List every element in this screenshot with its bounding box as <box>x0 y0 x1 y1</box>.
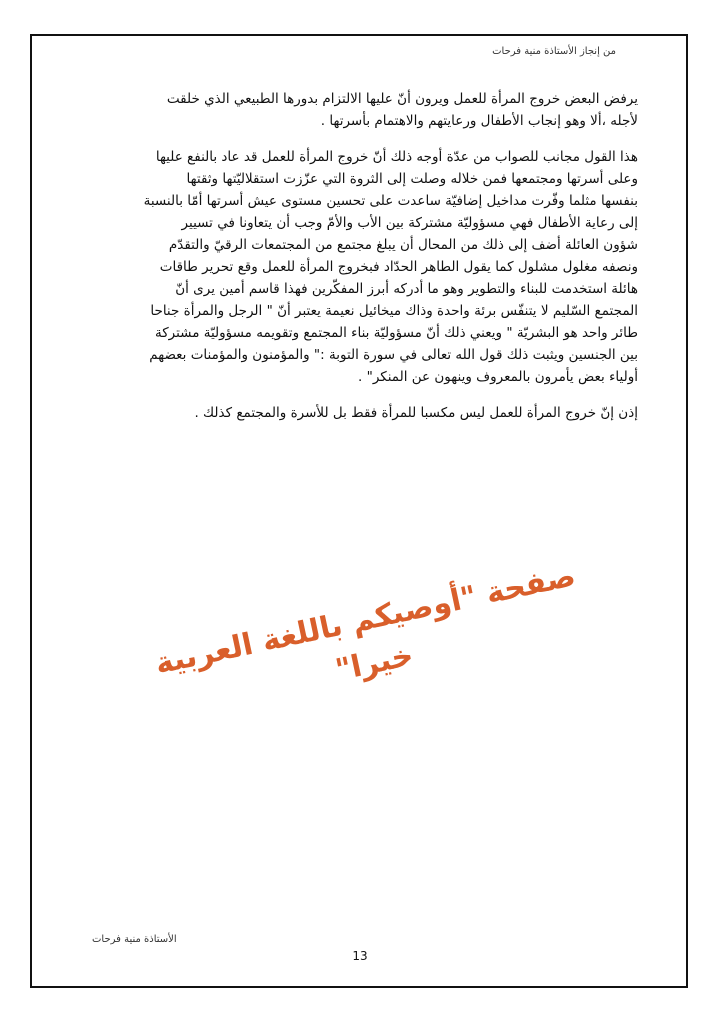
paragraph-body <box>94 146 638 388</box>
text-line: طائر واحد هو البشريّة " ويعني ذلك أنّ مسؤوليّة بناء المجتمع وتقويمه مسؤوليّة مشتركة <box>154 325 638 341</box>
paragraph-intro <box>94 88 638 132</box>
text-line: المجتمع السّليم لا يتنفّس برئة واحدة وذاك ميخائيل نعيمة يعتبر أنّ " الرجل والمرأة جناحا <box>150 303 638 319</box>
text-line: ونصفه مغلول مشلول كما يقول الطاهر الحدّاد فبخروج المرأة للعمل وقع تحرير طاقات <box>159 259 638 275</box>
paragraph-conclusion <box>94 402 638 424</box>
text-line: شؤون العائلة أضف إلى ذلك من المحال أن يبلغ مجتمع من المجتمعات الرقيّ والتقدّم <box>168 237 638 253</box>
text-line: هذا القول مجانب للصواب من عدّة أوجه ذلك أنّ خروج المرأة للعمل قد عاد بالنفع عليها <box>155 149 638 165</box>
page-number: 13 <box>352 949 368 963</box>
essay-body <box>94 88 638 438</box>
text-line: إلى رعاية الأطفال فهي مسؤوليّة مشتركة بين الأب والأمّ وجب أن يتعاونا في تسيير <box>181 215 638 231</box>
text-line: هائلة استخدمت للبناء والتطوير وهو ما أدركه أبرز المفكّرين فهذا قاسم أمين يرى أنّ <box>175 281 638 297</box>
text-line: يرفض البعض خروج المرأة للعمل ويرون أنّ عليها الالتزام بدورها الطبيعي الذي خلقت <box>166 91 638 107</box>
footer-author: الأستاذة منية فرحات <box>92 934 177 945</box>
text-line: بنفسها مثلما وفّرت مداخيل إضافيّة ساعدت على تحسين مستوى عيش أسرتها أمّا بالنسبة <box>143 193 638 209</box>
watermark-text: صفحة "أوصيكم باللغة العربية خيرا" <box>152 558 579 689</box>
text-line: لأجله ،ألا وهو إنجاب الأطفال ورعايتهم والاهتمام بأسرتها . <box>320 113 638 129</box>
text-line: إذن إنّ خروج المرأة للعمل ليس مكسبا للمرأة فقط بل للأسرة والمجتمع كذلك . <box>194 405 638 421</box>
text-line: بين الجنسين ويثبت ذلك قول الله تعالى في سورة التوبة :" والمؤمنون والمؤمنات بعضهم <box>149 347 638 363</box>
page-header-author: من إنجاز الأستاذة منية فرحات <box>492 46 616 57</box>
text-line: أولياء بعض يأمرون بالمعروف وينهون عن المنكر" . <box>358 369 638 385</box>
text-line: وعلى أسرتها ومجتمعها فمن خلاله وصلت إلى الثروة التي عزّزت استقلاليّتها وثقتها <box>186 171 638 187</box>
